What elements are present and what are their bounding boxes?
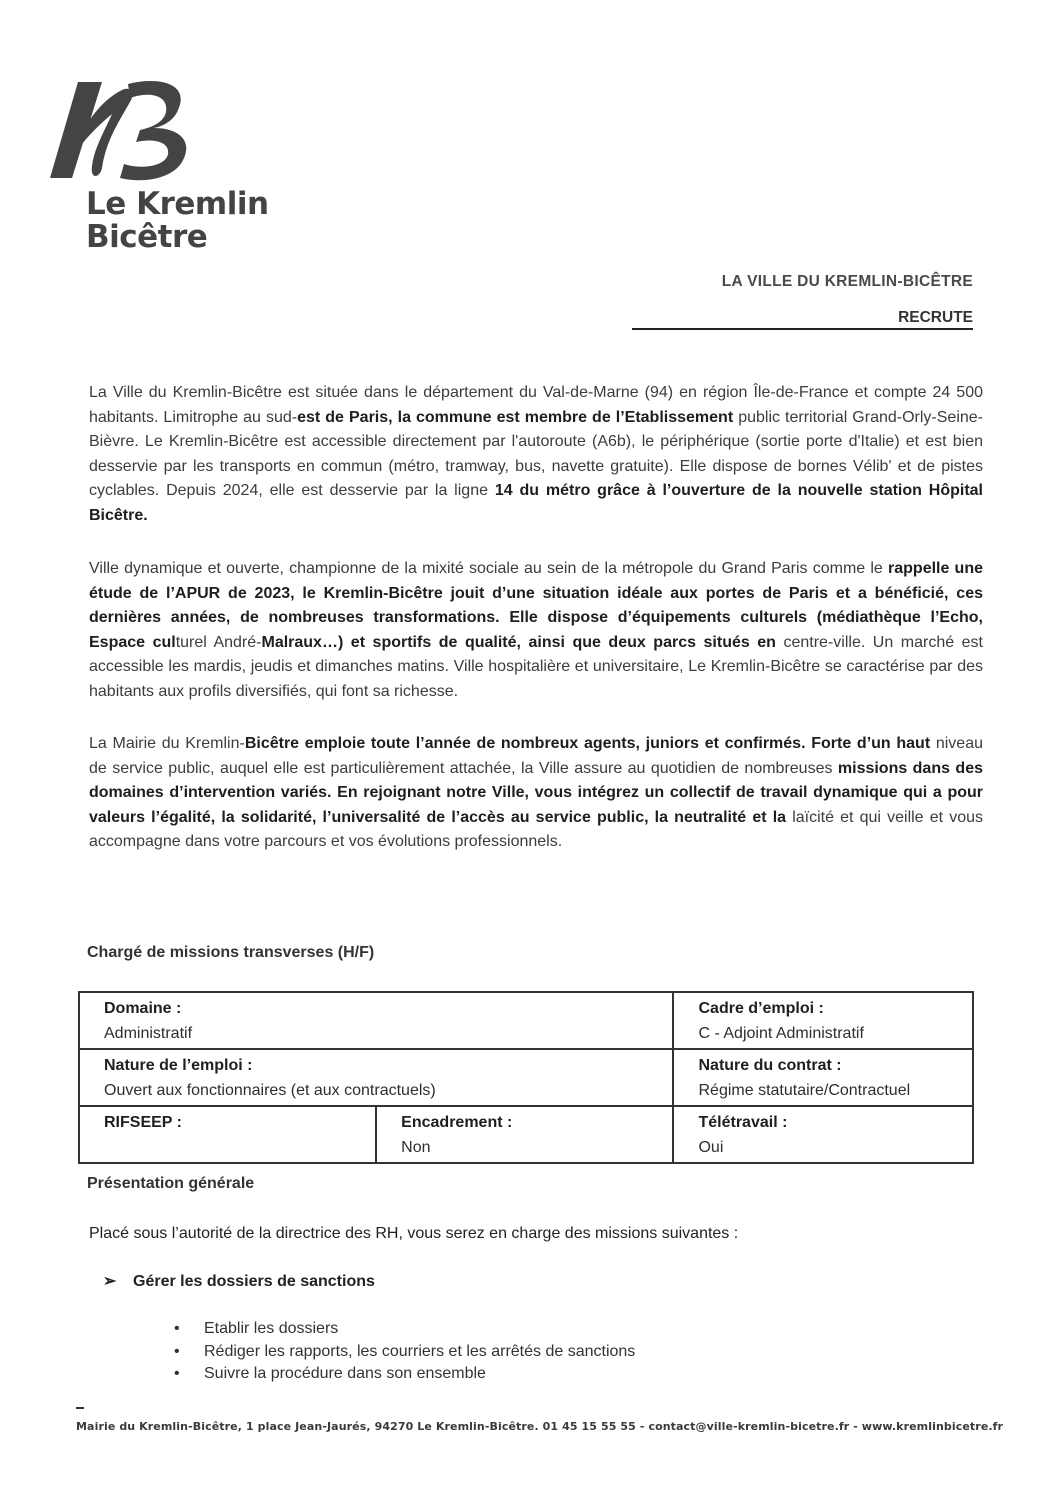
cadre-value: C - Adjoint Administratif <box>698 1025 864 1042</box>
kremlin-bicetre-logo <box>50 78 280 258</box>
bullet-icon: • <box>174 1365 180 1382</box>
cadre-label: Cadre d’emploi : <box>698 1000 824 1017</box>
nature-contrat-cell <box>673 1049 973 1106</box>
table-row <box>79 992 973 1049</box>
footer-contact: Mairie du Kremlin-Bicêtre, 1 place Jean-Jaurés, 94270 Le Kremlin-Bicêtre. 01 45 15 55 55 - contact@ville-kremlin-bicetre.fr - www.kremlinbicetre.fr <box>76 1420 1004 1433</box>
teletravail-cell <box>673 1106 973 1163</box>
header-subtitle: RECRUTE <box>632 308 973 330</box>
nature-emploi-value: Ouvert aux fonctionnaires (et aux contractuels) <box>104 1082 436 1099</box>
list-item: • Etablir les dossiers <box>174 1318 635 1341</box>
nature-contrat-value: Régime statutaire/Contractuel <box>698 1082 911 1099</box>
teletravail-label: Télétravail : <box>698 1114 788 1131</box>
logo-line-2: Bicêtre <box>86 219 208 255</box>
bullet-icon: • <box>174 1320 180 1337</box>
nature-contrat-label: Nature du contrat : <box>698 1057 842 1074</box>
encadrement-label: Encadrement : <box>401 1114 513 1131</box>
logo-line-1: Le Kremlin <box>86 186 269 222</box>
table-row <box>79 1106 973 1163</box>
bullet-icon: • <box>174 1342 180 1360</box>
domaine-cell <box>79 992 673 1049</box>
rifseep-cell <box>79 1106 376 1163</box>
list-item: • Rédiger les rapports, les courriers et les arrêtés de sanctions <box>174 1341 635 1364</box>
kb-monogram-icon <box>50 78 200 188</box>
nature-emploi-cell <box>79 1049 673 1106</box>
mission-title: Gérer les dossiers de sanctions <box>133 1273 375 1290</box>
header-title: LA VILLE DU KREMLIN-BICÊTRE <box>721 273 973 290</box>
section-title-presentation: Présentation générale <box>87 1175 255 1192</box>
footer-divider <box>76 1407 84 1409</box>
mission-task-list <box>174 1318 635 1386</box>
job-info-table <box>78 991 974 1164</box>
arrow-bullet-icon: ➢ <box>103 1273 117 1290</box>
rifseep-label: RIFSEEP : <box>104 1114 182 1131</box>
encadrement-cell <box>376 1106 673 1163</box>
intro-paragraph-3: La Mairie du Kremlin-Bicêtre emploie toute l’année de nombreux agents, juniors et confirmés. Forte d’un haut niveau de service public, auquel elle est particulièrement attachée, la Ville assure au quotidien de nombreuses missions dans des domaines d’intervention variés. En rejoignant notre Ville, vous intégrez un collectif de travail dynamique qui a pour valeurs l’égalité, la solidarité, l’universalité de l’accès au service public, la neutralité et la laïcité et qui veille et vous accompagne dans votre parcours et vos évolutions professionnels. <box>89 735 984 851</box>
nature-emploi-label: Nature de l’emploi : <box>104 1057 253 1074</box>
encadrement-value: Non <box>401 1139 431 1156</box>
teletravail-value: Oui <box>698 1139 724 1156</box>
domaine-value: Administratif <box>104 1025 193 1042</box>
list-item: • Suivre la procédure dans son ensemble <box>174 1363 635 1386</box>
intro-paragraph-1: La Ville du Kremlin-Bicêtre est située dans le département du Val-de-Marne (94) en région Île-de-France et compte 24 500 habitants. Limitrophe au sud-est de Paris, la commune est membre de l’Etablissement public territorial Grand-Orly-Seine-Bièvre. Le Kremlin-Bicêtre est accessible directement par l'autoroute (A6b), le périphérique (sortie porte d'Italie) et est bien desservie par les transports en commun (métro, tramway, bus, navette gratuite). Elle dispose de bornes Vélib' et de pistes cyclables. Depuis 2024, elle est desservie par la ligne 14 du métro grâce à l’ouverture de la nouvelle station Hôpital Bicêtre. <box>89 384 984 524</box>
rifseep-value <box>104 1135 375 1160</box>
job-title: Chargé de missions transverses (H/F) <box>87 944 375 961</box>
mission-heading <box>103 1271 375 1291</box>
table-row <box>79 1049 973 1106</box>
presentation-intro: Placé sous l’autorité de la directrice des RH, vous serez en charge des missions suivantes : <box>89 1225 739 1242</box>
domaine-label: Domaine : <box>104 1000 182 1017</box>
intro-paragraph-2: Ville dynamique et ouverte, championne de la mixité sociale au sein de la métropole du Grand Paris comme le rappelle une étude de l’APUR de 2023, le Kremlin-Bicêtre jouit d’une situation idéale aux portes de Paris et a bénéficié, ces dernières années, de nombreuses transformations. Elle dispose d’équipements culturels (médiathèque l’Echo, Espace culturel André-Malraux…) et sportifs de qualité, ainsi que deux parcs situés en centre-ville. Un marché est accessible les mardis, jeudis et dimanches matins. Ville hospitalière et universitaire, Le Kremlin-Bicêtre se caractérise par des habitants aux profils diversifiés, qui font sa richesse. <box>89 560 984 700</box>
cadre-cell <box>673 992 973 1049</box>
